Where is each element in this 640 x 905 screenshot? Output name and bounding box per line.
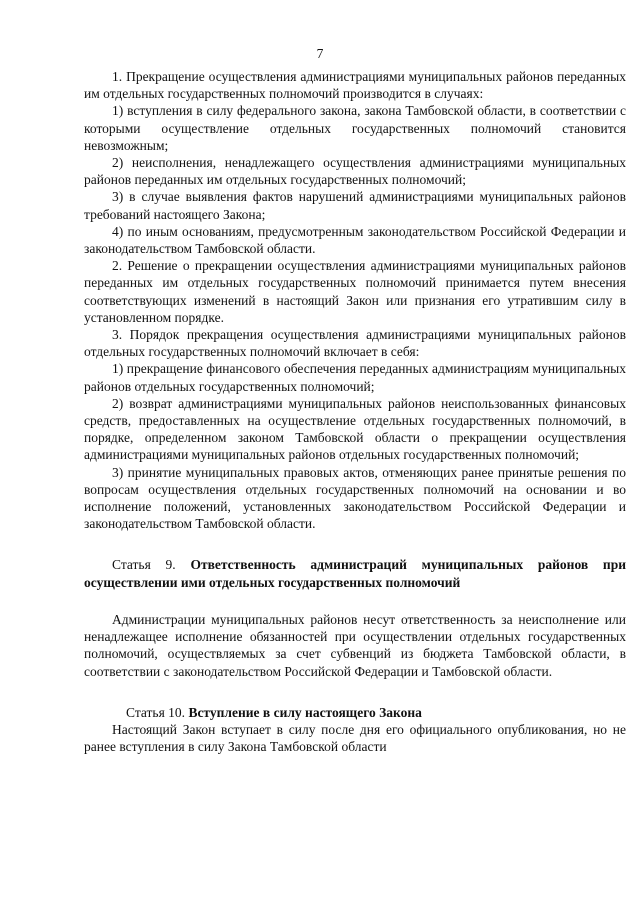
article-9-heading [84,556,626,590]
paragraph-3-item-1: 1) прекращение финансового обеспечения переданных администрациям муниципальных районов отдельных государственных полномочий; [84,361,626,394]
paragraph-1-item-3: 3) в случае выявления фактов нарушений администрациями муниципальных районов требований настоящего Закона; [84,189,626,222]
article-10-title: Вступление в силу настоящего Закона [188,704,422,720]
spacer [84,532,626,556]
paragraph-1: 1. Прекращение осуществления администрациями муниципальных районов переданных им отдельных государственных полномочий производится в случаях: [84,69,626,102]
paragraph-3-item-2: 2) возврат администрациями муниципальных районов неиспользованных финансовых средств, предоставленных на осуществление отдельных государственных полномочий, в порядке, определенном законом Тамбовской области о прекращении осуществления администрациями муниципальных районов отдельных государственных полномочий; [84,395,626,463]
paragraph-1-item-4: 4) по иным основаниям, предусмотренным законодательством Российской Федерации и законодательством Тамбовской области. [84,223,626,257]
page-number: 7 [316,46,324,61]
paragraph-1-item-2: 2) неисполнения, ненадлежащего осуществления администрациями муниципальных районов переданных им отдельных государственных полномочий; [84,155,626,188]
article-9-body: Администрации муниципальных районов несут ответственность за неисполнение или ненадлежащее исполнение обязанностей при осуществлении отдельных государственных полномочий, осуществляемых за счет субвенций из бюджета Тамбовской области, в соответствии с законодательством Российской Федерации и Тамбовской области. [84,611,626,679]
article-9-title: Ответственность администраций муниципальных районов при осуществлении ими отдельных государственных полномочий [84,557,626,590]
spacer [84,680,626,704]
spacer [84,591,626,611]
article-9-prefix: Статья 9. [112,557,176,573]
paragraph-2: 2. Решение о прекращении осуществления администрациями муниципальных районов переданных им отдельных государственных полномочий принимается путем внесения соответствующих изменений в настоящий Закон или признания его утратившим силу в установленном порядке. [84,258,626,325]
paragraph-1-item-1: 1) вступления в силу федерального закона, закона Тамбовской области, в соответствии с которыми осуществление отдельных государственных полномочий становится невозможным; [84,103,626,153]
article-10-heading [84,704,626,721]
paragraph-3-item-3: 3) принятие муниципальных правовых актов, отменяющих ранее принятые решения по вопросам осуществления отдельных государственных полномочий на основании и во исполнение положений, установленных законодательством Российской Федерации и законодательством Тамбовской области. [84,464,626,532]
article-10-prefix: Статья 10. [126,704,186,720]
article-10-body: Настоящий Закон вступает в силу после дня его официального опубликования, но не ранее вступления в силу Закона Тамбовской области [84,721,626,755]
paragraph-3: 3. Порядок прекращения осуществления администрациями муниципальных районов отдельных государственных полномочий включает в себя: [84,327,626,360]
document-body [84,68,626,755]
